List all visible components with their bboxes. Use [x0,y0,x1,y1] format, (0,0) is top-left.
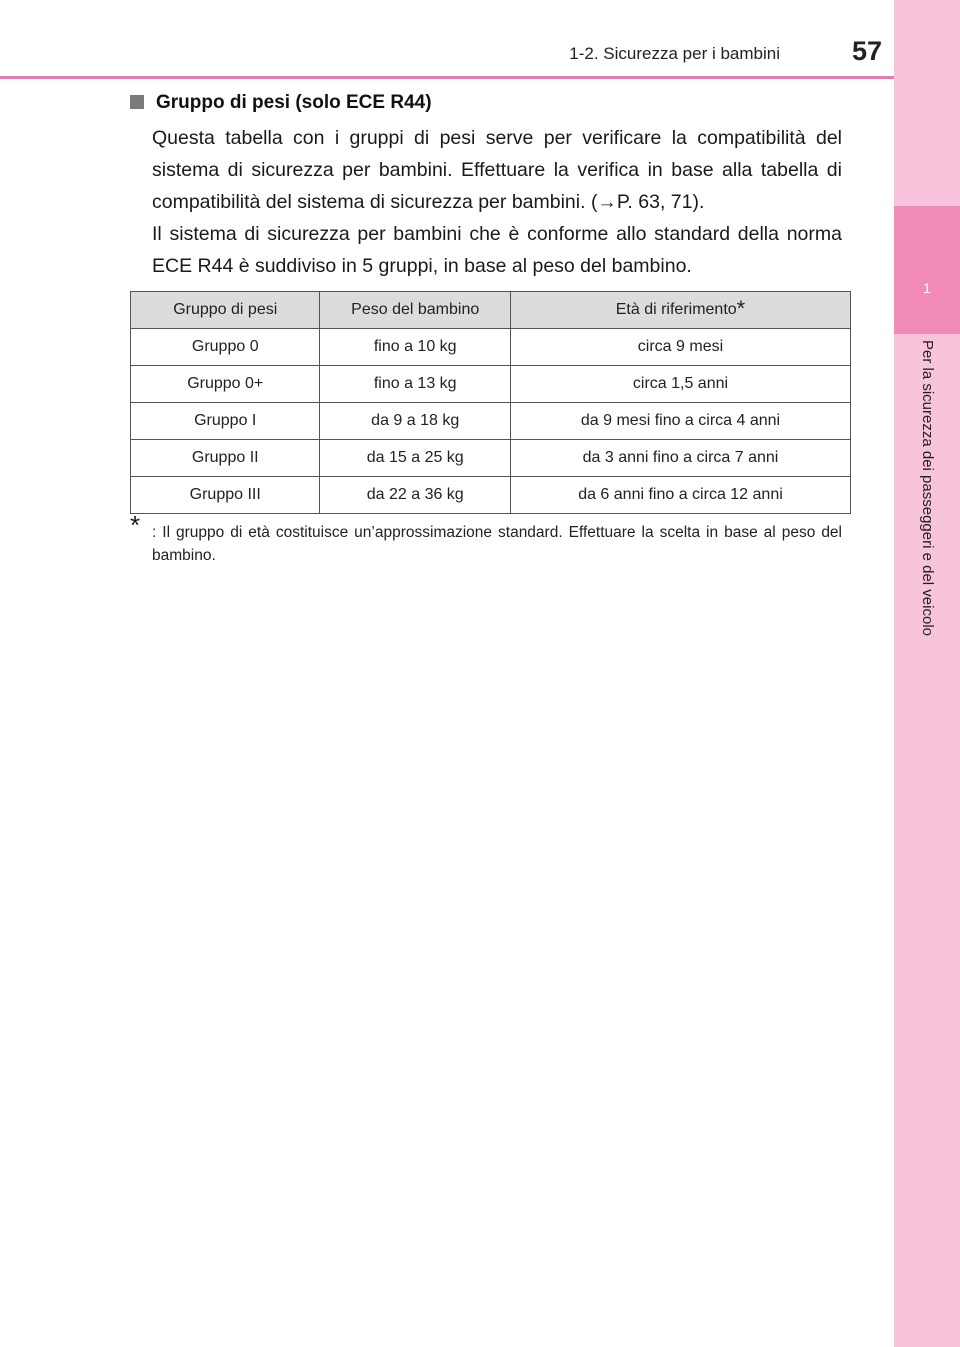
table-cell: da 6 anni fino a circa 12 anni [510,477,850,514]
table-cell: da 9 a 18 kg [320,403,511,440]
table-cell: da 3 anni fino a circa 7 anni [510,440,850,477]
table-header-cell [510,292,850,329]
table-header-text: Età di riferimento [615,301,737,318]
table-cell: fino a 10 kg [320,329,511,366]
paragraph-compatibility: Questa tabella con i gruppi di pesi serve per verificare la compatibilità del sistema di sicurezza per bambini. Effettuare la verifica in base alla tabella di compatibilità del sistema di sicurezza per bambini. (→P. 63, 71). [152,127,842,213]
section-heading-text: Gruppo di pesi (solo ECE R44) [156,92,432,113]
heading-square-icon [130,95,144,109]
table-cell: Gruppo III [131,477,320,514]
footnote-text: : Il gruppo di età costituisce un’approssimazione standard. Effettuare la scelta in base al peso del bambino. [152,524,842,564]
header-rule [0,76,894,79]
paragraph-groups: Il sistema di sicurezza per bambini che è conforme allo standard della norma ECE R44 è suddiviso in 5 gruppi, in base al peso del bambino. [152,223,842,277]
table-cell: da 15 a 25 kg [320,440,511,477]
table-cell: circa 1,5 anni [510,366,850,403]
table-cell: Gruppo 0 [131,329,320,366]
table-cell: da 22 a 36 kg [320,477,511,514]
table-cell: Gruppo I [131,403,320,440]
table-cell: fino a 13 kg [320,366,511,403]
table-row [131,329,851,366]
header-section-title: 1-2. Sicurezza per i bambini [569,44,780,63]
weight-group-table [130,291,851,514]
section-heading [130,92,432,114]
page-number: 57 [852,36,883,66]
side-chapter-tab [894,0,960,1347]
side-chapter-title: Per la sicurezza dei passeggeri e del veicolo [919,340,936,636]
table-header-asterisk: * [736,296,746,321]
table-row [131,440,851,477]
table-cell: Gruppo 0+ [131,366,320,403]
table-row [131,403,851,440]
side-chapter-number: 1 [923,280,931,296]
side-chapter-number-block [894,206,960,334]
table-row [131,366,851,403]
table-cell: da 9 mesi fino a circa 4 anni [510,403,850,440]
table-header-row [131,292,851,329]
table-row [131,477,851,514]
table-header-cell: Peso del bambino [320,292,511,329]
table-header-cell: Gruppo di pesi [131,292,320,329]
table-cell: circa 9 mesi [510,329,850,366]
footnote-asterisk: * [130,510,141,540]
table-cell: Gruppo II [131,440,320,477]
